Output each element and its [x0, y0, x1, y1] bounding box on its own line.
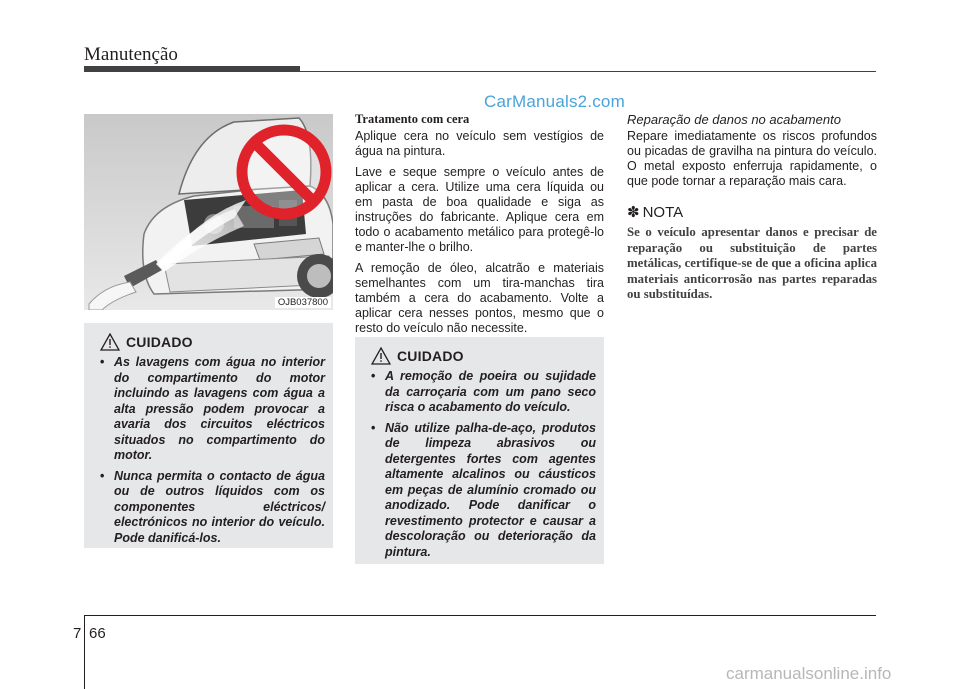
wax-paragraph: A remoção de óleo, alcatrão e materiais semelhantes com um tira-manchas tira também a cera do acabamento. Volte a aplicar cera nesses pontos, mesmo que o resto do veículo não necessite.: [355, 261, 604, 335]
caution-title: CUIDADO: [126, 334, 193, 350]
engine-wash-illustration: [84, 114, 333, 310]
caution-title: CUIDADO: [397, 348, 464, 364]
header-rule: [300, 71, 876, 72]
caution-item: • A remoção de poeira ou sujidade da carroçaria com um pano seco risca o acabamento do veículo.: [363, 369, 596, 416]
caution-box-middle: [355, 337, 604, 564]
right-column: [627, 112, 877, 303]
engine-wash-drawing: [84, 114, 333, 310]
repair-section-title: Reparação de danos no acabamento: [627, 112, 841, 127]
middle-column: [355, 112, 604, 342]
caution-box-left: [84, 323, 333, 548]
page-number: 66: [89, 625, 106, 642]
nota-text: Se o veículo apresentar danos e precisar de reparação ou substituição de partes metálicas, certifique-se de que a oficina aplica materiais anticorrosão nas partes reparadas ou substituídas.: [627, 225, 877, 301]
caution-item: • Não utilize palha-de-aço, produtos de limpeza abrasivos ou detergentes fortes com agentes altamente alcalinos ou cáusticos em peças de alumínio cromado ou anodizado. Pode danificar o revestimento protector e causar a descoloração ou deterioração da pintura.: [363, 421, 596, 561]
caution-header: [371, 347, 596, 365]
caution-item: • Nunca permita o contacto de água ou de outros líquidos com os componentes eléctricos/ electrónicos no interior do veículo. Pode danificá-los.: [92, 469, 325, 547]
footer-rule-horizontal: [84, 615, 876, 616]
nota-header: [627, 203, 877, 221]
header-bar: [84, 66, 300, 72]
watermark-bottom[interactable]: carmanualsonline.info: [726, 664, 892, 683]
chapter-number: 7: [73, 625, 82, 642]
nota-title: NOTA: [642, 203, 684, 221]
watermark-top[interactable]: CarManuals2.com: [484, 92, 625, 111]
caution-header: [100, 333, 325, 351]
wax-paragraph: Lave e seque sempre o veículo antes de aplicar a cera. Utilize uma cera líquida ou em pasta de boa qualidade e siga as instruções do fabricante. Aplique cera em todo o acabamento metálico para protegê-lo e manter-lhe o brilho.: [355, 165, 604, 254]
warning-triangle-icon: [100, 333, 120, 351]
figure-code: OJB037800: [275, 297, 331, 308]
caution-list: [92, 355, 325, 546]
caution-item: • As lavagens com água no interior do compartimento do motor incluindo as lavagens com água a alta pressão podem provocar a avaria dos circuitos eléctricos situados no compartimento do motor.: [92, 355, 325, 464]
warning-triangle-icon: [371, 347, 391, 365]
nota-star-icon: ✽: [627, 204, 640, 221]
section-title: Manutenção: [84, 44, 178, 65]
wax-paragraph: Aplique cera no veículo sem vestígios de água na pintura.: [355, 129, 604, 158]
wax-section-title: Tratamento com cera: [355, 112, 470, 126]
caution-list: [363, 369, 596, 560]
footer-rule-vertical: [84, 615, 85, 689]
repair-paragraph: Repare imediatamente os riscos profundos ou picadas de gravilha na pintura do veículo. O metal exposto enferruja rapidamente, o que pode tornar a reparação mais cara.: [627, 129, 877, 188]
